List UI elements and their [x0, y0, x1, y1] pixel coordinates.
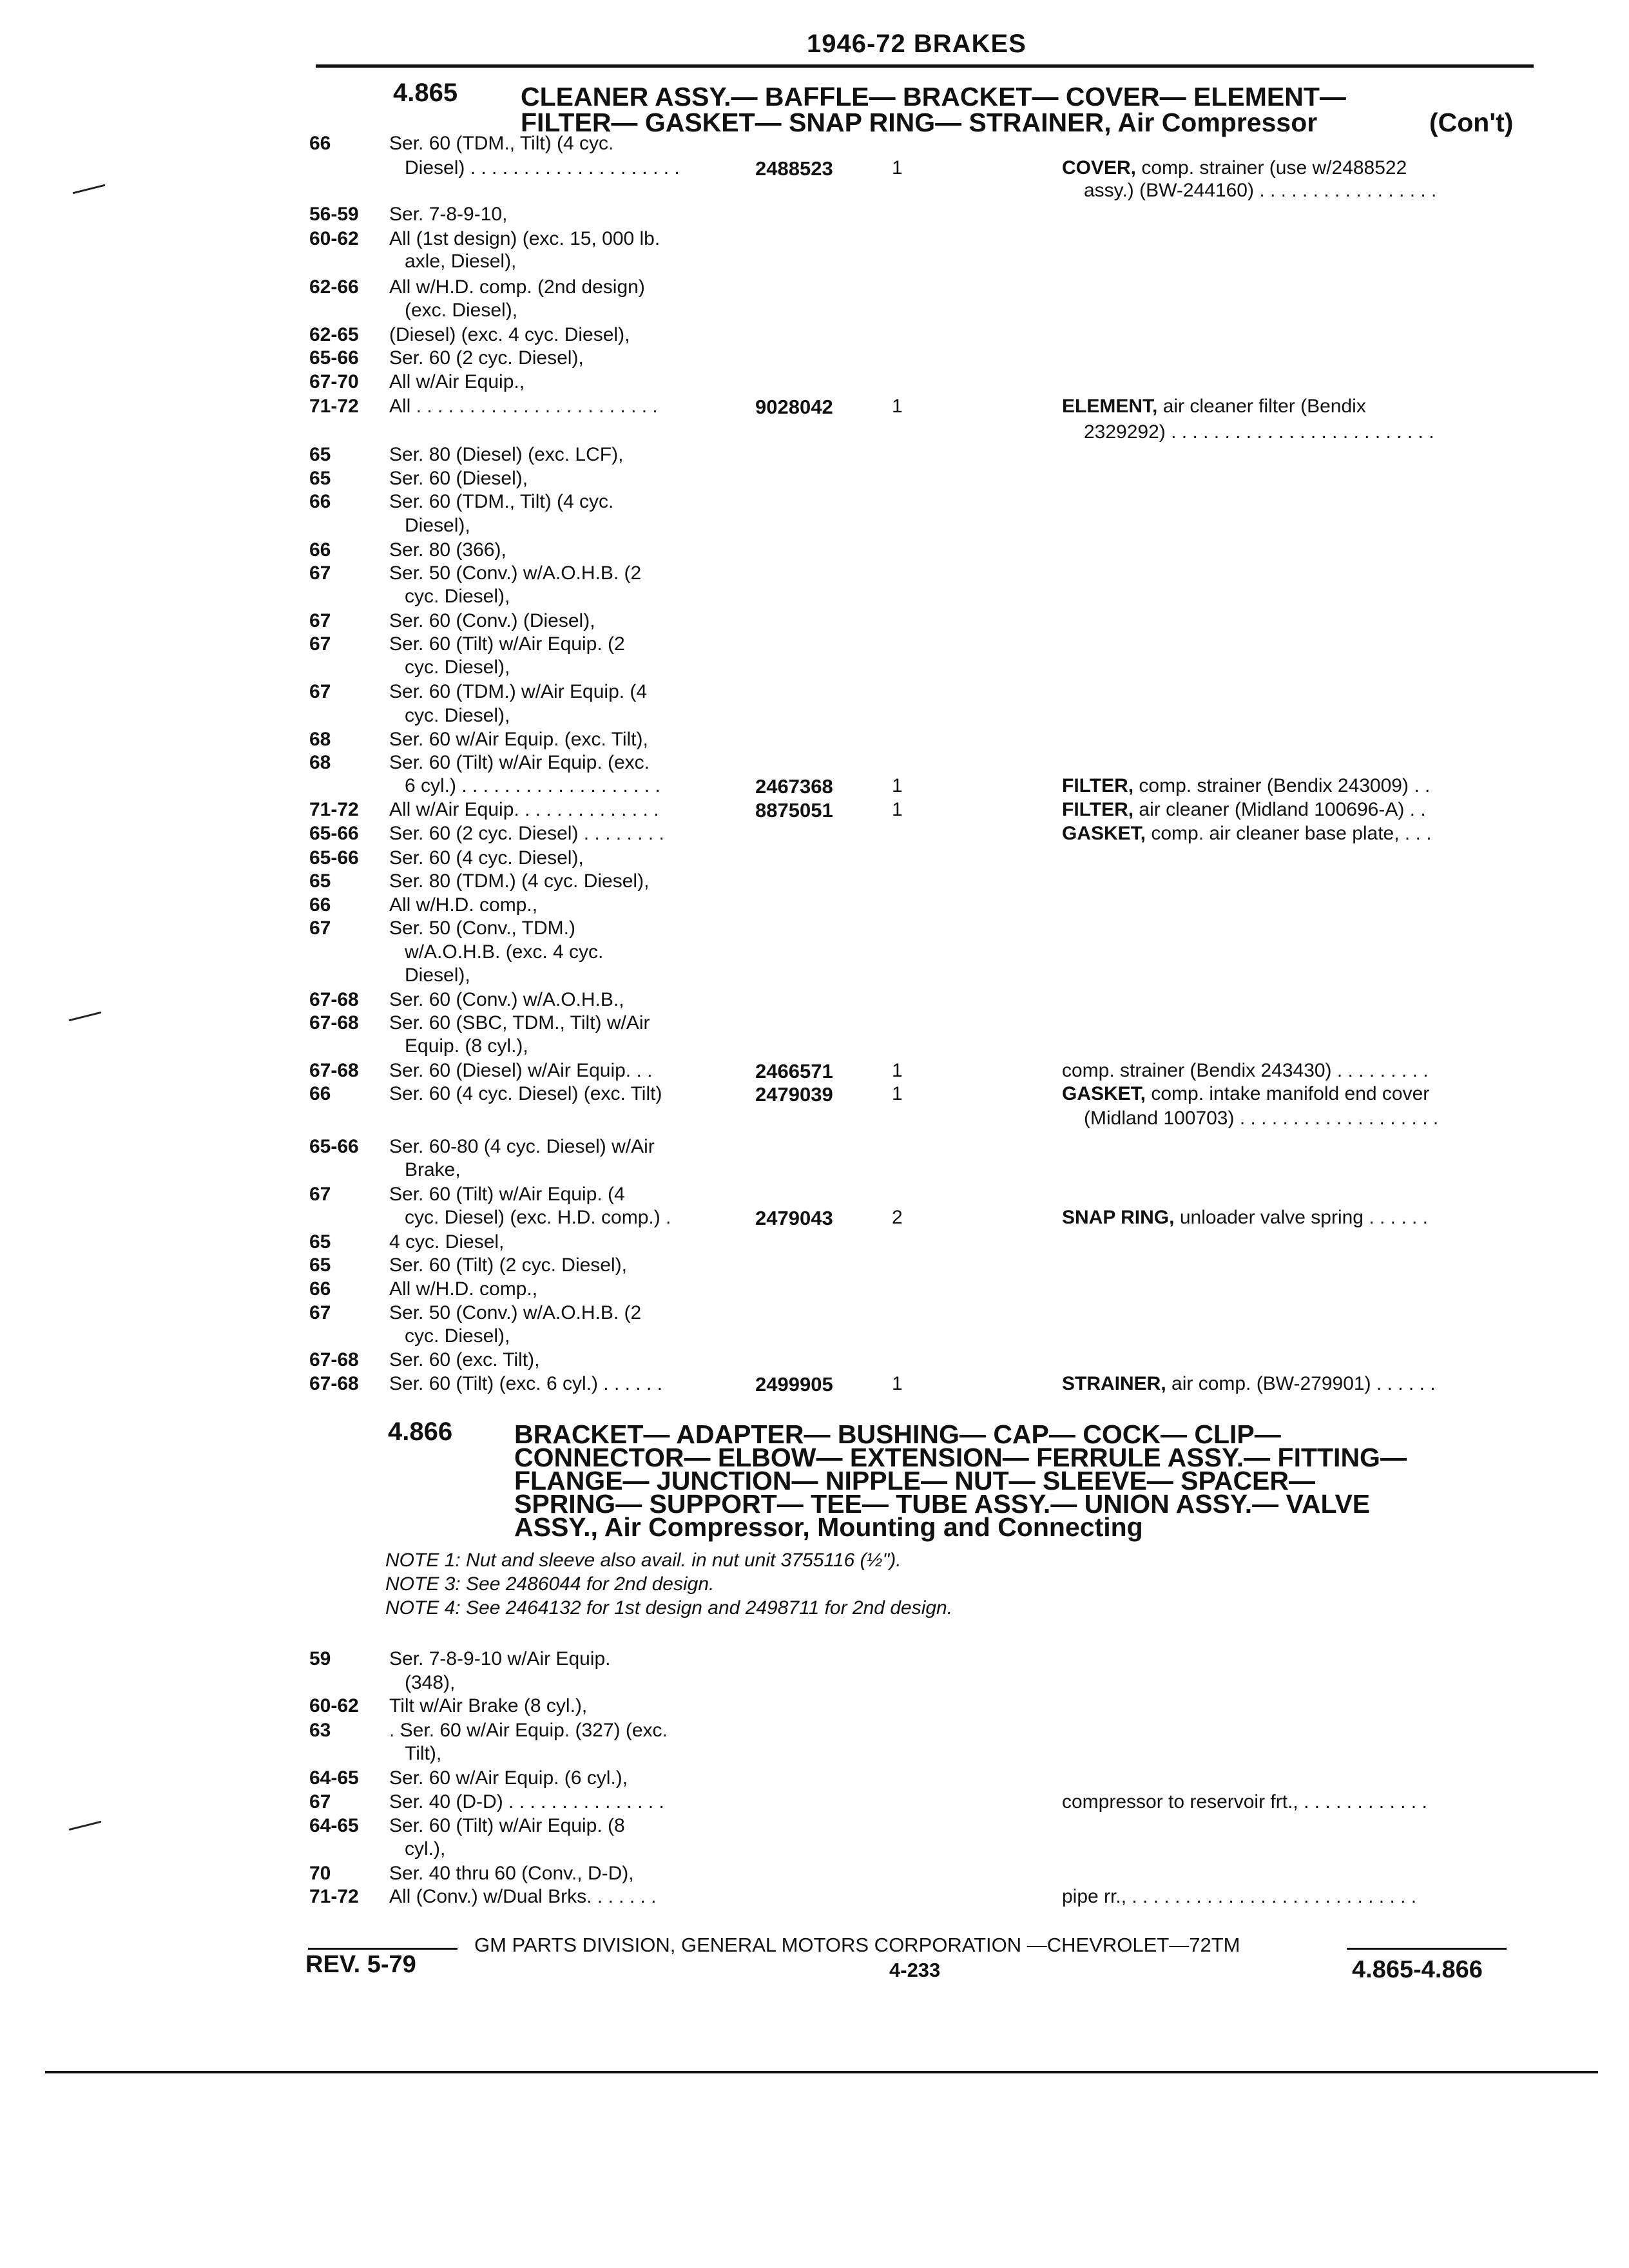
row-application: Diesel), — [405, 515, 470, 536]
row-application: All w/Air Equip. . . . . . . . . . . . . . — [389, 799, 659, 820]
row-application: Ser. 60 w/Air Equip. (6 cyl.), — [389, 1767, 628, 1789]
row-year: 67 — [309, 633, 331, 655]
row-year: 67 — [309, 610, 331, 631]
row-quantity: 1 — [892, 1060, 903, 1081]
row-application: Ser. 60 (Tilt) w/Air Equip. (exc. — [389, 752, 650, 773]
row-year: 67 — [309, 562, 331, 584]
row-application: Ser. 80 (Diesel) (exc. LCF), — [389, 444, 624, 465]
row-description-name: GASKET, — [1062, 823, 1146, 844]
row-year: 59 — [309, 1648, 331, 1669]
margin-mark — [72, 184, 105, 194]
row-description — [1084, 1108, 1438, 1129]
margin-mark — [68, 1821, 101, 1831]
row-description — [1062, 775, 1430, 797]
row-year: 60-62 — [309, 228, 359, 249]
row-description-text: compressor to reservoir frt., . . . . . . . . . . . . — [1062, 1791, 1427, 1812]
row-description-text: comp. air cleaner base plate, . . . — [1146, 823, 1432, 844]
margin-mark — [68, 1012, 101, 1021]
row-application: cyl.), — [405, 1838, 446, 1860]
row-description-name: COVER, — [1062, 157, 1137, 178]
row-year: 64-65 — [309, 1767, 359, 1789]
section-title-line-1: CLEANER ASSY.— BAFFLE— BRACKET— COVER— ELEMENT— — [521, 82, 1346, 111]
row-part-number: 2479039 — [755, 1083, 833, 1106]
row-application: Ser. 60 (Diesel), — [389, 468, 528, 489]
section-title-line-4: SPRING— SUPPORT— TEE— TUBE ASSY.— UNION ASSY.— VALVE — [514, 1489, 1371, 1519]
row-year: 71-72 — [309, 396, 359, 417]
row-application: (Diesel) (exc. 4 cyc. Diesel), — [389, 324, 630, 345]
row-application: Ser. 60 (Tilt) w/Air Equip. (8 — [389, 1815, 625, 1836]
row-year: 70 — [309, 1863, 331, 1884]
scan-edge-line — [45, 2071, 1598, 2073]
row-year: 66 — [309, 539, 331, 561]
row-part-number: 2488523 — [755, 157, 833, 180]
row-description-name: STRAINER, — [1062, 1373, 1166, 1394]
row-application: Brake, — [405, 1159, 461, 1180]
row-description — [1084, 180, 1436, 202]
footer-page-number: 4-233 — [889, 1959, 941, 1981]
row-application: Ser. 60 (Tilt) w/Air Equip. (4 — [389, 1184, 625, 1205]
row-application: axle, Diesel), — [405, 251, 517, 272]
row-application: Ser. 60 (Tilt) w/Air Equip. (2 — [389, 633, 625, 655]
row-year: 65 — [309, 468, 331, 489]
row-application: Ser. 60 (Diesel) w/Air Equip. . . — [389, 1060, 653, 1081]
section-number: 4.865 — [393, 79, 458, 107]
row-application: All w/Air Equip., — [389, 371, 525, 392]
row-part-number: 8875051 — [755, 799, 833, 822]
row-description-text: 2329292) . . . . . . . . . . . . . . . . . . . . . . . . . — [1084, 421, 1434, 443]
row-year: 67 — [309, 1302, 331, 1323]
row-year: 71-72 — [309, 799, 359, 820]
row-year: 62-66 — [309, 276, 359, 298]
row-description — [1062, 1791, 1427, 1813]
row-application: (348), — [405, 1672, 456, 1693]
row-application: cyc. Diesel), — [405, 657, 510, 678]
row-description-text: unloader valve spring . . . . . . — [1174, 1207, 1429, 1228]
row-application: Ser. 60 (SBC, TDM., Tilt) w/Air — [389, 1012, 650, 1033]
row-application: Ser. 50 (Conv.) w/A.O.H.B. (2 — [389, 1302, 642, 1323]
row-year: 66 — [309, 491, 331, 512]
row-year: 65-66 — [309, 1136, 359, 1157]
row-part-number: 2479043 — [755, 1207, 833, 1229]
row-application: Tilt), — [405, 1743, 442, 1764]
row-description-text: air comp. (BW-279901) . . . . . . — [1166, 1373, 1436, 1394]
row-description-text: air cleaner filter (Bendix — [1157, 396, 1366, 417]
note-3: NOTE 3: See 2486044 for 2nd design. — [385, 1573, 715, 1595]
row-application: cyc. Diesel), — [405, 705, 510, 726]
row-application: w/A.O.H.B. (exc. 4 cyc. — [405, 941, 604, 963]
header-rule — [316, 64, 1534, 68]
row-application: All w/H.D. comp., — [389, 1278, 538, 1300]
row-description-text: comp. strainer (Bendix 243009) . . — [1133, 775, 1431, 796]
row-application: Ser. 80 (TDM.) (4 cyc. Diesel), — [389, 870, 650, 892]
row-year: 68 — [309, 729, 331, 750]
row-application: Ser. 40 (D-D) . . . . . . . . . . . . . . . — [389, 1791, 664, 1812]
section-continued-label: (Con't) — [1429, 108, 1514, 137]
section-title-line-1: BRACKET— ADAPTER— BUSHING— CAP— COCK— CLIP— — [514, 1419, 1281, 1449]
row-year: 67 — [309, 1184, 331, 1205]
row-description-text: comp. strainer (Bendix 243430) . . . . . . . . . — [1062, 1060, 1429, 1081]
footer-rule-left — [308, 1948, 458, 1950]
row-quantity: 1 — [892, 1083, 903, 1104]
section-title-line-2: FILTER— GASKET— SNAP RING— STRAINER, Air Compressor — [521, 108, 1318, 137]
row-description — [1062, 1207, 1428, 1229]
row-application: Tilt w/Air Brake (8 cyl.), — [389, 1695, 588, 1716]
row-application: Diesel), — [405, 965, 470, 986]
row-application: Ser. 7-8-9-10, — [389, 204, 508, 225]
row-description-text: (Midland 100703) . . . . . . . . . . . . . . . . . . . — [1084, 1108, 1439, 1129]
row-application: Ser. 60 (2 cyc. Diesel) . . . . . . . . — [389, 823, 664, 844]
section-title-line-3: FLANGE— JUNCTION— NIPPLE— NUT— SLEEVE— SPACER— — [514, 1466, 1316, 1495]
footer-rule-right — [1347, 1948, 1507, 1950]
row-description-text: air cleaner (Midland 100696-A) . . — [1133, 799, 1426, 820]
row-year: 64-65 — [309, 1815, 359, 1836]
footer-publisher: GM PARTS DIVISION, GENERAL MOTORS CORPORATION —CHEVROLET—72TM — [474, 1934, 1240, 1956]
row-application: Ser. 60 (exc. Tilt), — [389, 1349, 540, 1370]
row-application: All (1st design) (exc. 15, 000 lb. — [389, 228, 660, 249]
row-year: 60-62 — [309, 1695, 359, 1716]
section-title-line-5: ASSY., Air Compressor, Mounting and Connecting — [514, 1512, 1143, 1542]
row-application: 4 cyc. Diesel, — [389, 1231, 505, 1253]
row-quantity: 1 — [892, 799, 903, 820]
row-year: 65 — [309, 870, 331, 892]
section-title-line-2: CONNECTOR— ELBOW— EXTENSION— FERRULE ASSY.— FITTING— — [514, 1443, 1407, 1472]
note-4: NOTE 4: See 2464132 for 1st design and 2498711 for 2nd design. — [385, 1597, 953, 1619]
row-application: Ser. 60-80 (4 cyc. Diesel) w/Air — [389, 1136, 655, 1157]
row-part-number: 2467368 — [755, 775, 833, 798]
footer-revision: REV. 5-79 — [305, 1951, 416, 1978]
row-application: 6 cyl.) . . . . . . . . . . . . . . . . . . . — [405, 775, 660, 796]
row-quantity: 2 — [892, 1207, 903, 1228]
row-year: 65 — [309, 444, 331, 465]
row-year: 65 — [309, 1254, 331, 1276]
row-description-text: comp. intake manifold end cover — [1146, 1083, 1430, 1104]
row-quantity: 1 — [892, 157, 903, 178]
row-application: Diesel) . . . . . . . . . . . . . . . . . . . . — [405, 157, 680, 178]
row-year: 62-65 — [309, 324, 359, 345]
row-application: Ser. 60 w/Air Equip. (exc. Tilt), — [389, 729, 648, 750]
row-application: cyc. Diesel) (exc. H.D. comp.) . — [405, 1207, 671, 1228]
row-year: 63 — [309, 1720, 331, 1741]
row-description — [1062, 157, 1407, 179]
row-application: Ser. 60 (TDM., Tilt) (4 cyc. — [389, 133, 614, 154]
row-application: Ser. 7-8-9-10 w/Air Equip. — [389, 1648, 611, 1669]
row-year: 67 — [309, 918, 331, 939]
row-application: Ser. 60 (Tilt) (exc. 6 cyl.) . . . . . . — [389, 1373, 662, 1394]
row-application: All w/H.D. comp. (2nd design) — [389, 276, 645, 298]
row-year: 67 — [309, 681, 331, 702]
row-part-number: 9028042 — [755, 396, 833, 418]
row-year: 67-68 — [309, 1349, 359, 1370]
row-year: 65 — [309, 1231, 331, 1253]
row-application: Ser. 60 (2 cyc. Diesel), — [389, 347, 584, 369]
row-year: 67-70 — [309, 371, 359, 392]
row-part-number: 2466571 — [755, 1060, 833, 1082]
row-year: 65-66 — [309, 823, 359, 844]
row-application: Ser. 50 (Conv.) w/A.O.H.B. (2 — [389, 562, 642, 584]
row-application: Ser. 50 (Conv., TDM.) — [389, 918, 575, 939]
row-application: Ser. 40 thru 60 (Conv., D-D), — [389, 1863, 634, 1884]
row-application: cyc. Diesel), — [405, 586, 510, 607]
row-year: 67-68 — [309, 1012, 359, 1033]
row-application: All w/H.D. comp., — [389, 894, 538, 916]
row-description — [1062, 799, 1426, 821]
row-application: Ser. 60 (Conv.) (Diesel), — [389, 610, 595, 631]
row-application: Ser. 80 (366), — [389, 539, 506, 561]
row-application: Ser. 60 (TDM.) w/Air Equip. (4 — [389, 681, 648, 702]
page-header-title: 1946-72 BRAKES — [807, 30, 1027, 58]
row-application: Ser. 60 (TDM., Tilt) (4 cyc. — [389, 491, 614, 512]
row-application: All . . . . . . . . . . . . . . . . . . . . . . . — [389, 396, 658, 417]
row-quantity: 1 — [892, 1373, 903, 1394]
row-description-name: FILTER, — [1062, 775, 1134, 796]
row-application: cyc. Diesel), — [405, 1325, 510, 1347]
row-year: 71-72 — [309, 1886, 359, 1907]
row-year: 67-68 — [309, 989, 359, 1010]
row-application: All (Conv.) w/Dual Brks. . . . . . . — [389, 1886, 657, 1907]
row-quantity: 1 — [892, 396, 903, 417]
row-year: 65-66 — [309, 847, 359, 869]
row-description — [1062, 1886, 1416, 1908]
row-description-text: assy.) (BW-244160) . . . . . . . . . . . . . . . . . — [1084, 180, 1437, 201]
row-description — [1062, 396, 1366, 418]
note-1: NOTE 1: Nut and sleeve also avail. in nut unit 3755116 (½"). — [385, 1550, 901, 1571]
row-part-number: 2499905 — [755, 1373, 833, 1396]
row-year: 66 — [309, 1083, 331, 1104]
row-application: . Ser. 60 w/Air Equip. (327) (exc. — [389, 1720, 668, 1741]
row-year: 66 — [309, 133, 331, 154]
row-year: 67 — [309, 1791, 331, 1812]
row-year: 66 — [309, 894, 331, 916]
row-year: 67-68 — [309, 1060, 359, 1081]
row-year: 66 — [309, 1278, 331, 1300]
section-number: 4.866 — [388, 1418, 453, 1446]
row-description-text: pipe rr., . . . . . . . . . . . . . . . . . . . . . . . . . . . — [1062, 1886, 1417, 1907]
row-application: Ser. 60 (4 cyc. Diesel), — [389, 847, 584, 869]
row-application: Ser. 60 (4 cyc. Diesel) (exc. Tilt) — [389, 1083, 662, 1104]
row-year: 67-68 — [309, 1373, 359, 1394]
row-description — [1062, 1373, 1436, 1395]
row-year: 65-66 — [309, 347, 359, 369]
row-quantity: 1 — [892, 775, 903, 796]
row-description — [1084, 421, 1434, 443]
row-year: 56-59 — [309, 204, 359, 225]
row-description-name: SNAP RING, — [1062, 1207, 1175, 1228]
row-application: Equip. (8 cyl.), — [405, 1035, 528, 1057]
row-description-name: ELEMENT, — [1062, 396, 1158, 417]
row-application: Ser. 60 (Tilt) (2 cyc. Diesel), — [389, 1254, 627, 1276]
row-description — [1062, 823, 1432, 845]
row-description-text: comp. strainer (use w/2488522 — [1136, 157, 1407, 178]
footer-section-range: 4.865-4.866 — [1352, 1956, 1483, 1983]
row-description — [1062, 1060, 1429, 1082]
row-application: Ser. 60 (Conv.) w/A.O.H.B., — [389, 989, 624, 1010]
row-description-name: GASKET, — [1062, 1083, 1146, 1104]
row-description — [1062, 1083, 1429, 1105]
row-application: (exc. Diesel), — [405, 300, 518, 321]
row-year: 68 — [309, 752, 331, 773]
row-description-name: FILTER, — [1062, 799, 1134, 820]
